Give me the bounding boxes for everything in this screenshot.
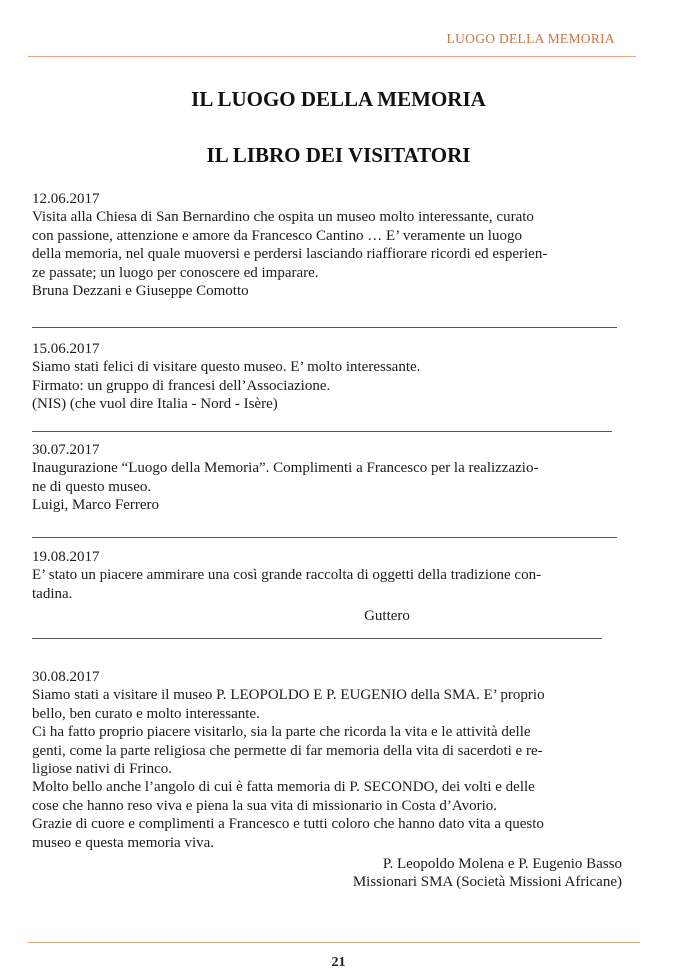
entry-date: 12.06.2017	[32, 191, 100, 207]
guestbook-entry-5	[32, 668, 622, 892]
entry-separator	[32, 431, 612, 432]
entry-separator	[32, 638, 602, 639]
entry-text-line: (NIS) (che vuol dire Italia - Nord - Isère)	[32, 396, 278, 413]
entry-signature-affiliation: Missionari SMA (Società Missioni Africane)	[352, 874, 622, 891]
entry-text-line: museo e questa memoria viva.	[32, 834, 215, 851]
header-rule	[28, 56, 636, 57]
guestbook-entry-3	[32, 441, 622, 515]
entry-text-line: Visita alla Chiesa di San Bernardino che ospita un museo molto interessante, curato	[32, 209, 534, 226]
entry-text-line: della memoria, nel quale muoversi e perdersi lasciando riaffiorare ricordi ed esperien-	[32, 246, 548, 263]
entry-text-line: E’ stato un piacere ammirare una così grande raccolta di oggetti della tradizione con-	[32, 567, 542, 584]
entry-text-line: tadina.	[32, 585, 73, 602]
guestbook-entry-4	[32, 548, 622, 626]
entry-text-line: ne di questo museo.	[32, 478, 152, 495]
page-subtitle: IL LIBRO DEI VISITATORI	[206, 143, 471, 167]
running-head: LUOGO DELLA MEMORIA	[446, 31, 615, 46]
guestbook-entry-1	[32, 190, 622, 300]
guestbook-entry-2	[32, 340, 622, 414]
entry-date: 30.08.2017	[32, 669, 100, 685]
entry-text-line: genti, come la parte religiosa che permette di far memoria della vita di sacerdoti e re-	[32, 742, 543, 759]
entry-text-line: cose che hanno reso viva e piena la sua vita di missionario in Costa d’Avorio.	[32, 797, 498, 814]
entry-date: 19.08.2017	[32, 549, 100, 565]
entry-text-line: Molto bello anche l’angolo di cui è fatta memoria di P. SECONDO, dei volti e delle	[32, 779, 535, 796]
entry-signature: Guttero	[364, 608, 410, 625]
entry-signature: P. Leopoldo Molena e P. Eugenio Basso	[382, 856, 622, 873]
page-number: 21	[331, 955, 346, 970]
entry-text-line: ze passate; un luogo per conoscere ed imparare.	[32, 264, 319, 281]
entry-date: 15.06.2017	[32, 341, 100, 357]
entry-text-line: Siamo stati a visitare il museo P. LEOPOLDO E P. EUGENIO della SMA. E’ proprio	[32, 687, 545, 704]
entry-text-line: ligiose nativi di Frinco.	[32, 761, 172, 778]
entry-text-line: Inaugurazione “Luogo della Memoria”. Complimenti a Francesco per la realizzazio-	[32, 460, 539, 477]
entry-separator	[32, 537, 617, 538]
entry-text-line: Siamo stati felici di visitare questo museo. E’ molto interessante.	[32, 359, 421, 376]
entry-text-line: con passione, attenzione e amore da Francesco Cantino … E’ veramente un luogo	[32, 227, 522, 244]
entry-separator	[32, 327, 617, 328]
entry-date: 30.07.2017	[32, 442, 100, 458]
page-title: IL LUOGO DELLA MEMORIA	[191, 87, 486, 111]
entry-signature: Luigi, Marco Ferrero	[32, 497, 160, 514]
entry-text-line: Firmato: un gruppo di francesi dell’Associazione.	[32, 377, 331, 394]
entry-text-line: bello, ben curato e molto interessante.	[32, 705, 260, 722]
entry-text-line: Grazie di cuore e complimenti a Francesco e tutti coloro che hanno dato vita a questo	[32, 816, 544, 833]
entry-text-line: Ci ha fatto proprio piacere visitarlo, sia la parte che ricorda la vita e le attività delle	[32, 724, 531, 741]
footer-rule	[28, 942, 640, 943]
entry-signature: Bruna Dezzani e Giuseppe Comotto	[32, 283, 249, 300]
